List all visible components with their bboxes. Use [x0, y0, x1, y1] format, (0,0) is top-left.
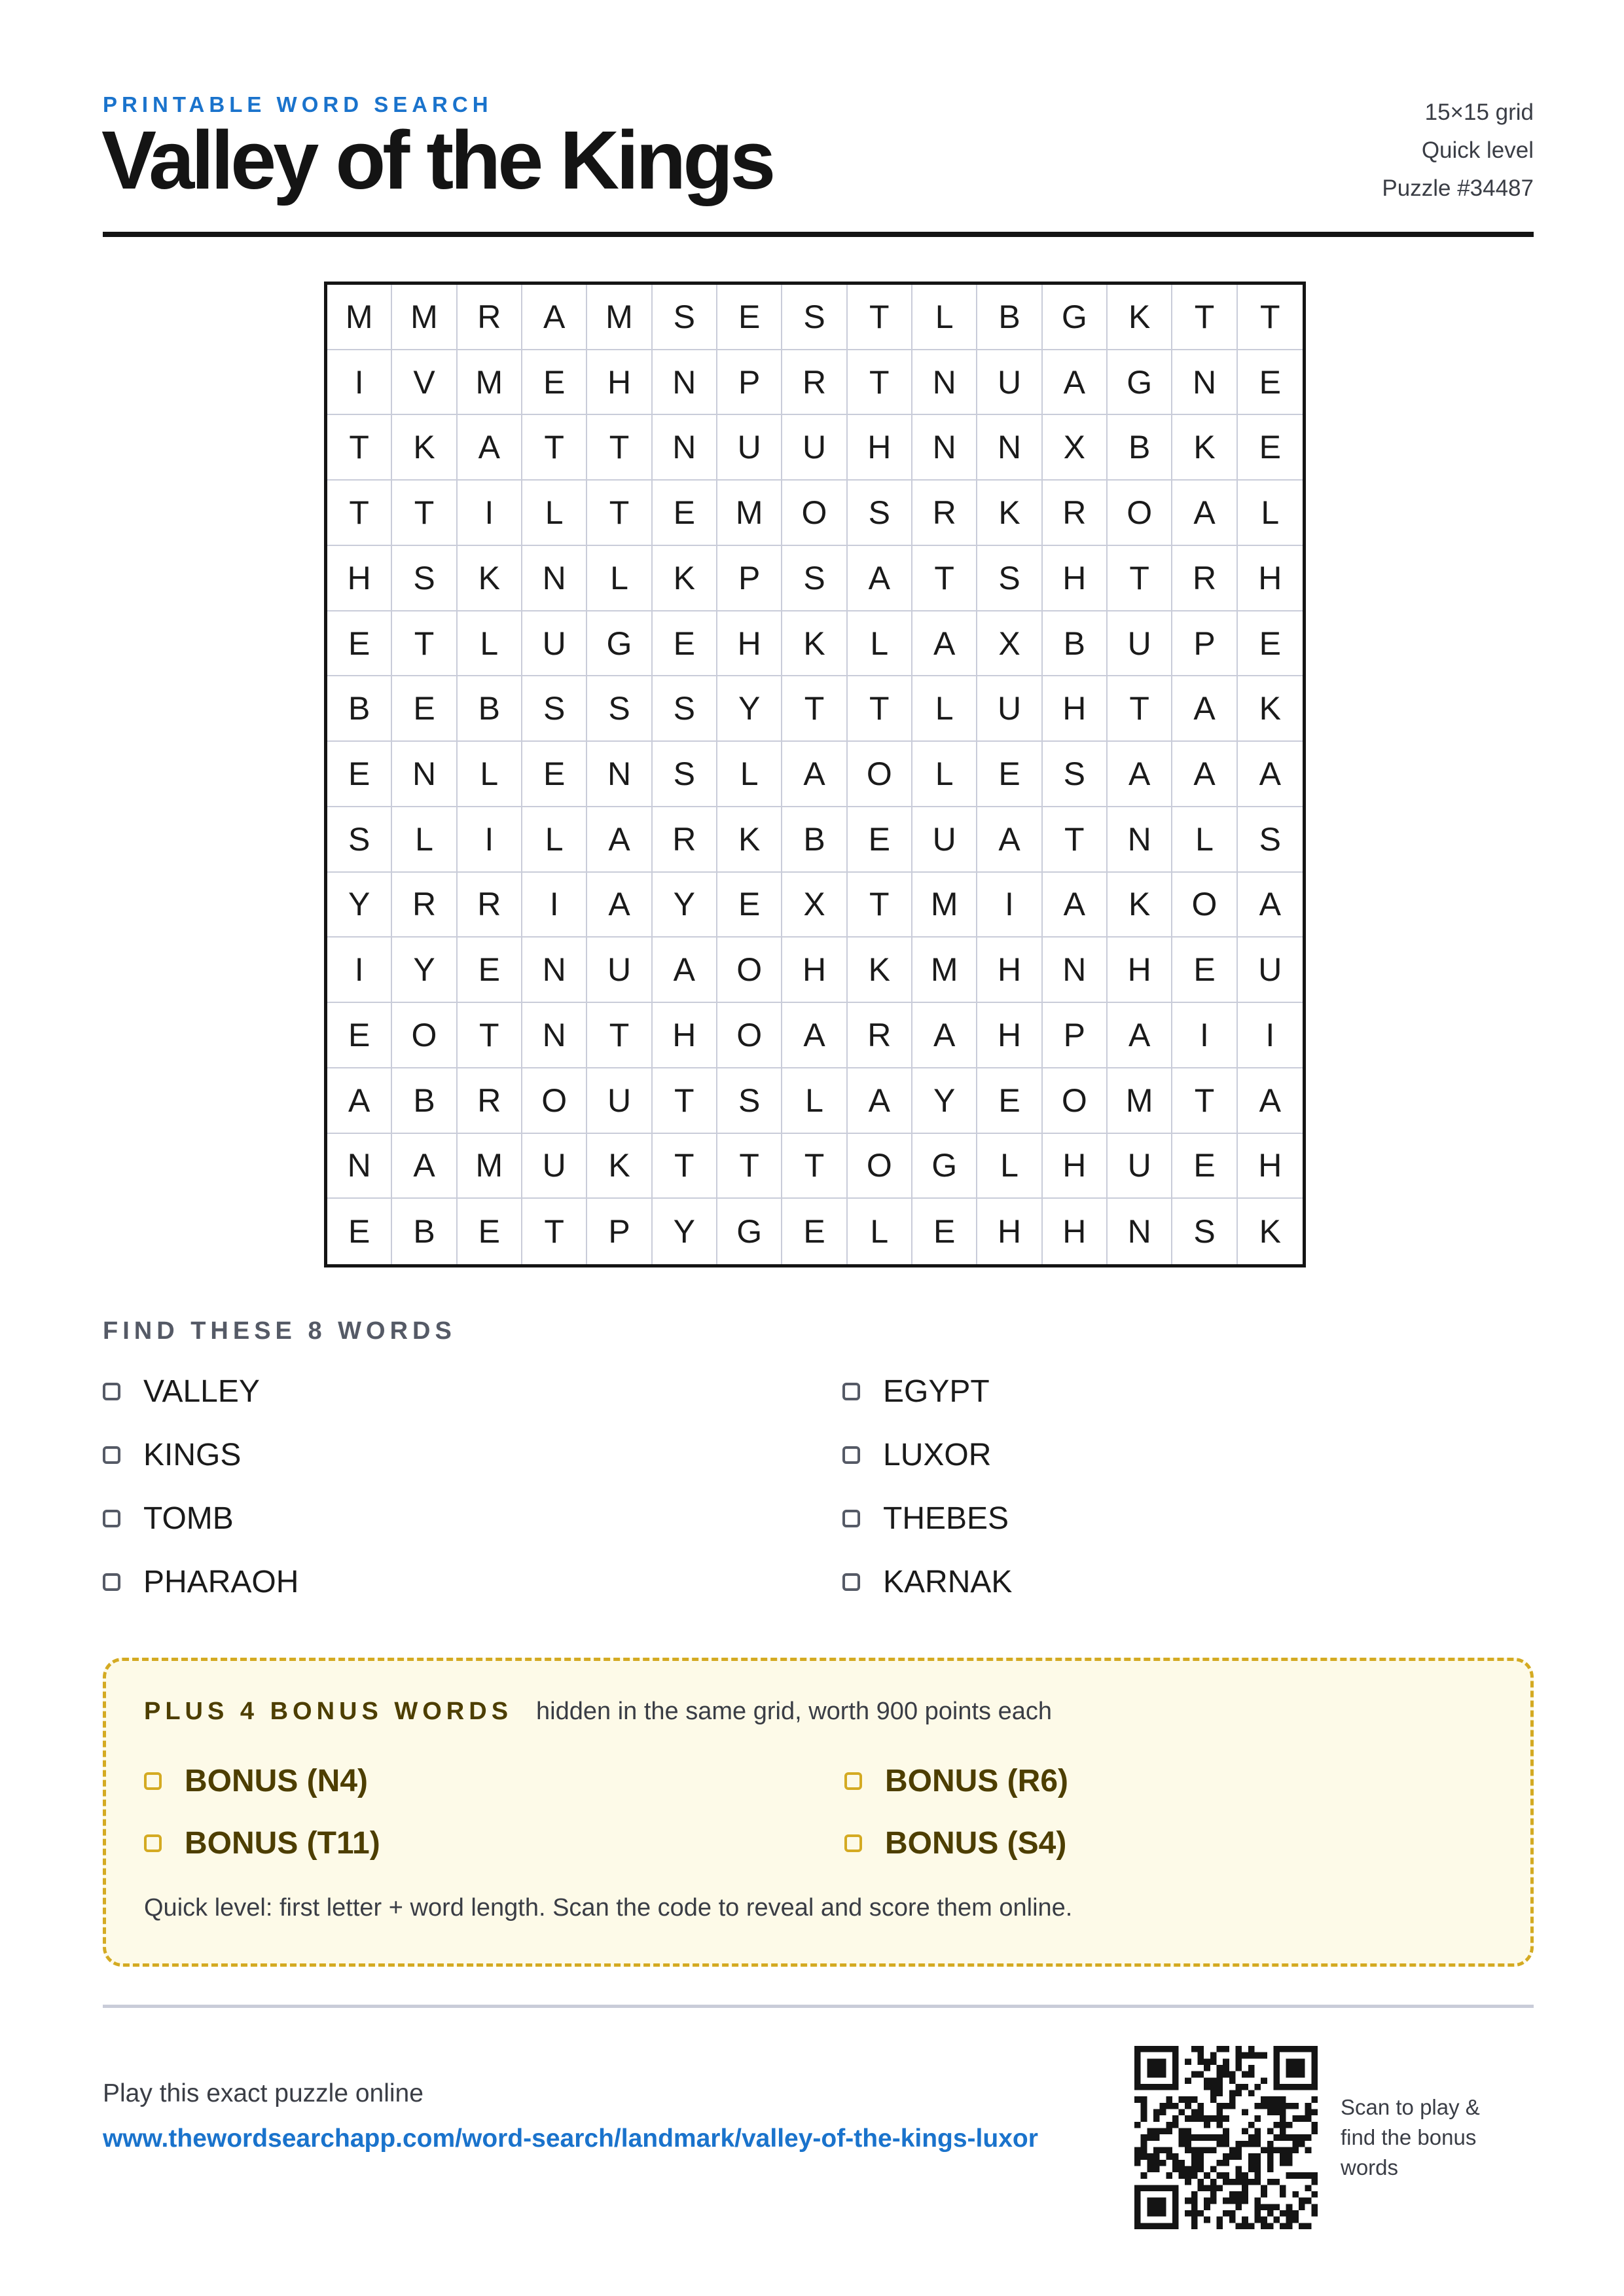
grid-cell[interactable]: H: [1043, 676, 1108, 742]
grid-cell[interactable]: T: [1043, 807, 1108, 873]
bonus-subtitle: hidden in the same grid, worth 900 points each: [536, 1698, 1052, 1725]
grid-cell[interactable]: Y: [327, 873, 392, 938]
word-item[interactable]: [103, 1368, 842, 1414]
grid-cell[interactable]: A: [1043, 350, 1108, 416]
grid-cell[interactable]: O: [392, 1003, 457, 1068]
grid-cell[interactable]: E: [522, 742, 587, 807]
grid-cell[interactable]: N: [587, 742, 652, 807]
grid-cell[interactable]: L: [912, 285, 977, 350]
grid-cell[interactable]: E: [522, 350, 587, 416]
grid-cell[interactable]: M: [458, 350, 522, 416]
grid-cell[interactable]: I: [522, 873, 587, 938]
grid-cell[interactable]: H: [782, 938, 847, 1003]
grid-cell[interactable]: T: [458, 1003, 522, 1068]
grid-cell[interactable]: A: [848, 1068, 912, 1134]
play-online-label: Play this exact puzzle online: [103, 2079, 424, 2107]
grid-cell[interactable]: S: [1238, 807, 1303, 873]
grid-cell[interactable]: O: [782, 481, 847, 546]
puzzle-meta: [1382, 94, 1534, 208]
grid-cell[interactable]: B: [327, 676, 392, 742]
checkbox-icon[interactable]: [842, 1573, 860, 1591]
grid-cell[interactable]: T: [782, 1134, 847, 1199]
grid-cell[interactable]: S: [782, 546, 847, 611]
grid-cell[interactable]: E: [1238, 415, 1303, 481]
grid-cell[interactable]: E: [1172, 938, 1237, 1003]
grid-cell[interactable]: I: [1172, 1003, 1237, 1068]
grid-cell[interactable]: N: [977, 415, 1042, 481]
grid-cell[interactable]: N: [912, 415, 977, 481]
word-item[interactable]: [842, 1432, 1235, 1478]
grid-cell[interactable]: R: [912, 481, 977, 546]
grid-cell[interactable]: M: [912, 938, 977, 1003]
grid-cell[interactable]: N: [392, 742, 457, 807]
grid-cell[interactable]: U: [782, 415, 847, 481]
grid-cell[interactable]: S: [848, 481, 912, 546]
grid-cell[interactable]: A: [653, 938, 717, 1003]
grid-cell[interactable]: B: [1043, 611, 1108, 677]
grid-cell[interactable]: L: [848, 611, 912, 677]
checkbox-icon[interactable]: [842, 1446, 860, 1464]
grid-cell[interactable]: U: [912, 807, 977, 873]
bonus-title: PLUS 4 BONUS WORDS: [144, 1698, 513, 1725]
grid-cell[interactable]: B: [392, 1068, 457, 1134]
grid-cell[interactable]: E: [848, 807, 912, 873]
grid-cell[interactable]: A: [1172, 742, 1237, 807]
grid-cell[interactable]: K: [977, 481, 1042, 546]
grid-cell[interactable]: T: [782, 676, 847, 742]
grid-cell[interactable]: B: [1108, 415, 1172, 481]
grid-cell[interactable]: E: [327, 1199, 392, 1264]
grid-cell[interactable]: E: [717, 285, 782, 350]
word-label: VALLEY: [143, 1374, 260, 1409]
grid-cell[interactable]: L: [717, 742, 782, 807]
grid-cell[interactable]: L: [392, 807, 457, 873]
grid-cell[interactable]: R: [653, 807, 717, 873]
grid-cell[interactable]: A: [912, 611, 977, 677]
grid-cell[interactable]: T: [1108, 546, 1172, 611]
grid-cell[interactable]: L: [1238, 481, 1303, 546]
grid-size-label: 15×15 grid: [1424, 100, 1534, 125]
grid-cell[interactable]: X: [977, 611, 1042, 677]
grid-cell[interactable]: K: [1238, 676, 1303, 742]
grid-cell[interactable]: S: [653, 742, 717, 807]
grid-cell[interactable]: T: [912, 546, 977, 611]
grid-cell[interactable]: H: [1043, 1199, 1108, 1264]
grid-cell[interactable]: H: [1238, 1134, 1303, 1199]
grid-cell[interactable]: S: [653, 676, 717, 742]
grid-cell[interactable]: K: [1259, 1213, 1281, 1250]
grid-cell[interactable]: I: [977, 873, 1042, 938]
grid-cell[interactable]: G: [717, 1199, 782, 1264]
grid-cell[interactable]: N: [653, 350, 717, 416]
grid-cell[interactable]: L: [1172, 807, 1237, 873]
grid-cell[interactable]: T: [587, 1003, 652, 1068]
grid-cell[interactable]: S: [587, 676, 652, 742]
letter-grid: [327, 285, 1303, 1264]
grid-cell[interactable]: L: [522, 481, 587, 546]
grid-cell[interactable]: M: [458, 1134, 522, 1199]
grid-cell[interactable]: T: [848, 676, 912, 742]
grid-cell[interactable]: N: [1108, 807, 1172, 873]
grid-cell[interactable]: S: [977, 546, 1042, 611]
grid-cell[interactable]: L: [912, 742, 977, 807]
grid-cell[interactable]: E: [327, 742, 392, 807]
grid-cell[interactable]: X: [1043, 415, 1108, 481]
grid-cell[interactable]: M: [327, 285, 392, 350]
word-list: [103, 1368, 1013, 1622]
grid-cell[interactable]: B: [392, 1199, 457, 1264]
grid-cell[interactable]: U: [1108, 1134, 1172, 1199]
grid-cell[interactable]: T: [1238, 285, 1303, 350]
grid-cell[interactable]: U: [1108, 611, 1172, 677]
checkbox-icon[interactable]: [103, 1510, 120, 1527]
eyebrow-label: PRINTABLE WORD SEARCH: [103, 92, 493, 117]
grid-cell[interactable]: L: [977, 1134, 1042, 1199]
grid-cell[interactable]: E: [717, 873, 782, 938]
grid-cell[interactable]: H: [977, 1003, 1042, 1068]
grid-cell[interactable]: E: [327, 1003, 392, 1068]
grid-cell[interactable]: K: [1108, 873, 1172, 938]
checkbox-icon[interactable]: [144, 1772, 162, 1790]
grid-cell[interactable]: E: [653, 611, 717, 677]
grid-cell[interactable]: T: [848, 873, 912, 938]
grid-cell[interactable]: A: [912, 1003, 977, 1068]
grid-cell[interactable]: L: [912, 676, 977, 742]
grid-cell[interactable]: G: [587, 611, 652, 677]
grid-cell[interactable]: N: [653, 415, 717, 481]
grid-cell[interactable]: H: [977, 1199, 1042, 1264]
grid-cell[interactable]: T: [1172, 285, 1237, 350]
grid-cell[interactable]: A: [782, 742, 847, 807]
grid-cell[interactable]: T: [392, 481, 457, 546]
grid-cell[interactable]: T: [587, 481, 652, 546]
grid-cell[interactable]: T: [522, 1199, 587, 1264]
grid-cell[interactable]: T: [717, 1134, 782, 1199]
grid-cell[interactable]: A: [848, 546, 912, 611]
grid-cell[interactable]: N: [327, 1134, 392, 1199]
grid-cell[interactable]: E: [977, 742, 1042, 807]
bonus-word-item[interactable]: [144, 1820, 844, 1866]
grid-cell[interactable]: H: [1043, 1134, 1108, 1199]
grid-cell[interactable]: G: [912, 1134, 977, 1199]
grid-cell[interactable]: O: [848, 742, 912, 807]
word-label: THEBES: [883, 1501, 1009, 1536]
grid-cell[interactable]: U: [977, 350, 1042, 416]
grid-cell[interactable]: K: [717, 807, 782, 873]
grid-cell[interactable]: Y: [717, 676, 782, 742]
grid-cell[interactable]: A: [587, 873, 652, 938]
grid-cell[interactable]: I: [327, 350, 392, 416]
grid-cell[interactable]: K: [848, 938, 912, 1003]
word-item[interactable]: [842, 1495, 1235, 1541]
word-item[interactable]: [842, 1368, 1235, 1414]
grid-cell[interactable]: P: [1043, 1003, 1108, 1068]
grid-cell[interactable]: R: [1172, 546, 1237, 611]
checkbox-icon[interactable]: [103, 1573, 120, 1591]
checkbox-icon[interactable]: [842, 1383, 860, 1400]
grid-cell[interactable]: O: [1108, 481, 1172, 546]
grid-cell[interactable]: A: [1238, 1068, 1303, 1134]
find-words-heading: FIND THESE 8 WORDS: [103, 1317, 456, 1345]
grid-cell[interactable]: N: [1043, 938, 1108, 1003]
grid-cell[interactable]: E: [1238, 611, 1303, 677]
grid-cell[interactable]: A: [1172, 481, 1237, 546]
checkbox-icon[interactable]: [844, 1834, 862, 1852]
grid-cell[interactable]: H: [653, 1003, 717, 1068]
bonus-header: [144, 1698, 1052, 1726]
grid-cell[interactable]: E: [327, 611, 392, 677]
grid-cell[interactable]: O: [1172, 873, 1237, 938]
grid-cell[interactable]: I: [458, 807, 522, 873]
word-item[interactable]: [103, 1432, 842, 1478]
grid-cell[interactable]: H: [327, 546, 392, 611]
grid-cell[interactable]: O: [1043, 1068, 1108, 1134]
grid-cell[interactable]: T: [653, 1068, 717, 1134]
grid-cell[interactable]: S: [327, 807, 392, 873]
grid-cell[interactable]: O: [717, 1003, 782, 1068]
grid-cell[interactable]: U: [522, 611, 587, 677]
grid-cell[interactable]: A: [1108, 742, 1172, 807]
grid-cell[interactable]: E: [1238, 350, 1303, 416]
grid-cell[interactable]: B: [458, 676, 522, 742]
puzzle-url-link[interactable]: www.thewordsearchapp.com/word-search/landmark/valley-of-the-kings-luxor: [103, 2124, 1038, 2153]
grid-cell[interactable]: N: [522, 938, 587, 1003]
bonus-word-item[interactable]: [144, 1758, 844, 1804]
grid-cell[interactable]: L: [587, 546, 652, 611]
grid-cell[interactable]: R: [458, 1068, 522, 1134]
word-label: KINGS: [143, 1437, 242, 1472]
grid-cell[interactable]: V: [392, 350, 457, 416]
grid-cell[interactable]: I: [1238, 1003, 1303, 1068]
grid-cell[interactable]: O: [522, 1068, 587, 1134]
grid-cell[interactable]: E: [782, 1199, 847, 1264]
checkbox-icon[interactable]: [103, 1383, 120, 1400]
grid-cell[interactable]: A: [1238, 742, 1303, 807]
grid-cell[interactable]: M: [587, 285, 652, 350]
grid-cell[interactable]: E: [912, 1199, 977, 1264]
scan-instructions: Scan to play & find the bonus words: [1341, 2095, 1480, 2179]
grid-cell[interactable]: G: [1108, 350, 1172, 416]
grid-cell[interactable]: L: [458, 611, 522, 677]
grid-cell[interactable]: A: [587, 807, 652, 873]
checkbox-icon[interactable]: [844, 1772, 862, 1790]
grid-cell[interactable]: H: [587, 350, 652, 416]
grid-cell[interactable]: O: [717, 938, 782, 1003]
grid-cell[interactable]: K: [1172, 415, 1237, 481]
grid-cell[interactable]: E: [653, 481, 717, 546]
grid-cell[interactable]: R: [392, 873, 457, 938]
grid-cell[interactable]: K: [392, 415, 457, 481]
grid-cell[interactable]: T: [848, 285, 912, 350]
grid-cell[interactable]: P: [717, 546, 782, 611]
grid-cell[interactable]: Y: [653, 873, 717, 938]
grid-cell[interactable]: H: [1238, 546, 1303, 611]
bonus-note: Quick level: first letter + word length. Scan the code to reveal and score them online.: [144, 1894, 1073, 1922]
grid-cell[interactable]: T: [1108, 676, 1172, 742]
grid-cell[interactable]: S: [392, 546, 457, 611]
grid-cell[interactable]: S: [717, 1068, 782, 1134]
grid-cell[interactable]: K: [782, 611, 847, 677]
grid-cell[interactable]: S: [653, 285, 717, 350]
grid-cell[interactable]: X: [782, 873, 847, 938]
grid-cell[interactable]: K: [587, 1134, 652, 1199]
checkbox-icon[interactable]: [842, 1510, 860, 1527]
grid-cell[interactable]: H: [1043, 546, 1108, 611]
grid-cell[interactable]: H: [1108, 938, 1172, 1003]
grid-cell[interactable]: N: [1108, 1199, 1172, 1264]
grid-cell[interactable]: R: [458, 285, 522, 350]
grid-cell[interactable]: U: [1238, 938, 1303, 1003]
bonus-word-list: [144, 1758, 1237, 1882]
grid-cell[interactable]: I: [458, 481, 522, 546]
grid-cell[interactable]: R: [782, 350, 847, 416]
grid-cell[interactable]: U: [717, 415, 782, 481]
grid-cell[interactable]: E: [458, 938, 522, 1003]
grid-cell[interactable]: I: [327, 938, 392, 1003]
grid-cell[interactable]: L: [458, 742, 522, 807]
grid-cell[interactable]: H: [977, 938, 1042, 1003]
grid-cell[interactable]: T: [587, 415, 652, 481]
grid-cell[interactable]: L: [782, 1068, 847, 1134]
grid-cell[interactable]: U: [977, 676, 1042, 742]
qr-code-icon[interactable]: [1134, 2046, 1318, 2229]
level-label: Quick level: [1421, 137, 1534, 163]
grid-cell[interactable]: M: [1108, 1068, 1172, 1134]
grid-cell[interactable]: A: [522, 285, 587, 350]
checkbox-icon[interactable]: [144, 1834, 162, 1852]
grid-cell[interactable]: T: [1172, 1068, 1237, 1134]
grid-cell[interactable]: H: [717, 611, 782, 677]
grid-cell[interactable]: K: [458, 546, 522, 611]
grid-cell[interactable]: G: [1043, 285, 1108, 350]
grid-cell[interactable]: R: [458, 873, 522, 938]
header-divider: [103, 232, 1534, 237]
grid-cell[interactable]: O: [848, 1134, 912, 1199]
grid-cell[interactable]: Y: [653, 1199, 717, 1264]
grid-cell[interactable]: Y: [912, 1068, 977, 1134]
grid-cell[interactable]: P: [1172, 611, 1237, 677]
footer-divider: [103, 2005, 1534, 2008]
grid-cell[interactable]: K: [653, 546, 717, 611]
grid-cell[interactable]: T: [522, 415, 587, 481]
grid-cell[interactable]: N: [912, 350, 977, 416]
grid-cell[interactable]: E: [392, 676, 457, 742]
bonus-word-label: BONUS (N4): [185, 1763, 369, 1798]
grid-cell[interactable]: E: [458, 1199, 522, 1264]
word-item[interactable]: [842, 1559, 1235, 1605]
grid-cell[interactable]: T: [327, 415, 392, 481]
grid-cell[interactable]: T: [848, 350, 912, 416]
word-label: EGYPT: [883, 1374, 990, 1409]
puzzle-id-label: Puzzle #34487: [1382, 175, 1534, 201]
bonus-word-label: BONUS (R6): [885, 1763, 1069, 1798]
grid-cell[interactable]: T: [653, 1134, 717, 1199]
grid-cell[interactable]: L: [522, 807, 587, 873]
grid-cell[interactable]: U: [522, 1134, 587, 1199]
grid-cell[interactable]: Y: [392, 938, 457, 1003]
word-label: TOMB: [143, 1501, 234, 1536]
bonus-word-item[interactable]: [844, 1820, 1237, 1866]
grid-cell[interactable]: U: [587, 1068, 652, 1134]
grid-cell[interactable]: N: [522, 1003, 587, 1068]
word-search-grid: [324, 282, 1306, 1267]
grid-cell[interactable]: S: [1043, 742, 1108, 807]
grid-cell[interactable]: S: [522, 676, 587, 742]
word-label: LUXOR: [883, 1437, 992, 1472]
grid-cell[interactable]: E: [977, 1068, 1042, 1134]
page-title: Valley of the Kings: [101, 114, 773, 206]
grid-cell[interactable]: E: [1172, 1134, 1237, 1199]
grid-cell[interactable]: A: [1172, 676, 1237, 742]
grid-cell[interactable]: B: [977, 285, 1042, 350]
bonus-word-label: BONUS (S4): [885, 1825, 1067, 1861]
checkbox-icon[interactable]: [103, 1446, 120, 1464]
grid-cell[interactable]: A: [392, 1134, 457, 1199]
word-item[interactable]: [103, 1559, 842, 1605]
grid-cell[interactable]: M: [912, 873, 977, 938]
grid-cell[interactable]: A: [1043, 873, 1108, 938]
grid-cell[interactable]: N: [1172, 350, 1237, 416]
grid-cell[interactable]: T: [327, 481, 392, 546]
bonus-word-item[interactable]: [844, 1758, 1237, 1804]
grid-cell[interactable]: A: [1108, 1003, 1172, 1068]
grid-cell[interactable]: S: [782, 285, 847, 350]
word-label: PHARAOH: [143, 1564, 299, 1599]
grid-cell[interactable]: R: [848, 1003, 912, 1068]
grid-cell[interactable]: A: [458, 415, 522, 481]
grid-cell[interactable]: P: [717, 350, 782, 416]
grid-cell[interactable]: A: [782, 1003, 847, 1068]
grid-cell[interactable]: K: [1108, 285, 1172, 350]
grid-cell[interactable]: N: [522, 546, 587, 611]
bonus-word-label: BONUS (T11): [185, 1825, 380, 1861]
grid-cell[interactable]: A: [1238, 873, 1303, 938]
grid-cell[interactable]: A: [977, 807, 1042, 873]
grid-cell[interactable]: U: [587, 938, 652, 1003]
grid-cell[interactable]: R: [1043, 481, 1108, 546]
word-label: KARNAK: [883, 1564, 1013, 1599]
grid-cell[interactable]: M: [717, 481, 782, 546]
bonus-panel: [103, 1658, 1534, 1967]
grid-cell[interactable]: B: [782, 807, 847, 873]
word-item[interactable]: [103, 1495, 842, 1541]
grid-cell[interactable]: T: [392, 611, 457, 677]
grid-cell[interactable]: P: [587, 1199, 652, 1264]
grid-cell[interactable]: H: [848, 415, 912, 481]
grid-cell[interactable]: L: [848, 1199, 912, 1264]
grid-cell[interactable]: M: [392, 285, 457, 350]
grid-cell[interactable]: S: [1172, 1199, 1237, 1264]
grid-cell[interactable]: A: [327, 1068, 392, 1134]
